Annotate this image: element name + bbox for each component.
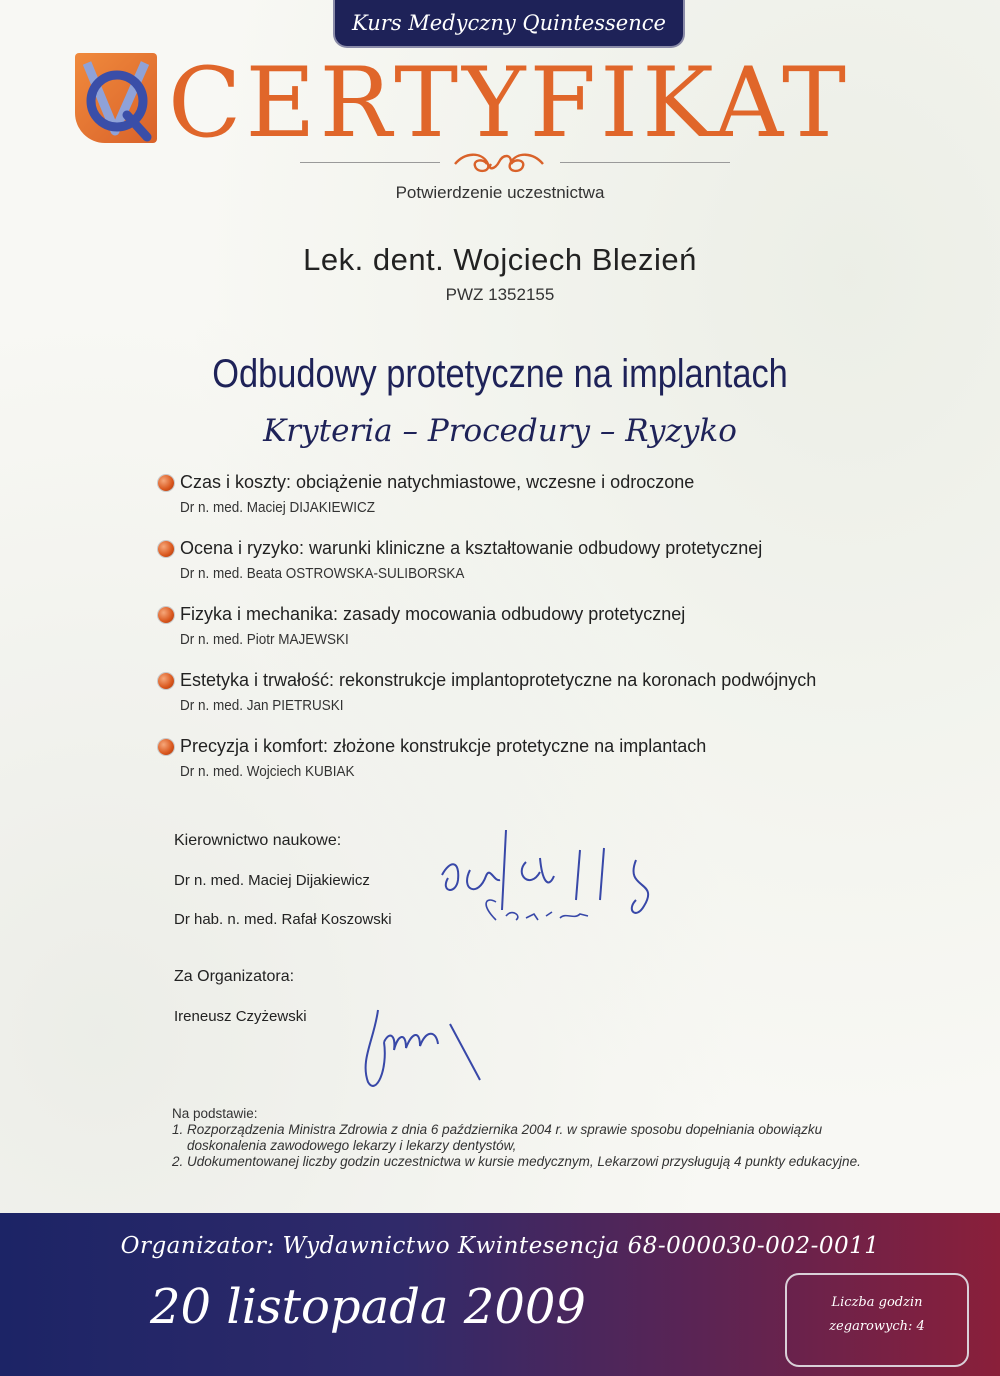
- participant-pwz: PWZ 1352155: [445, 285, 555, 304]
- course-banner: [333, 0, 685, 48]
- hours-line-2: zegarowych: 4: [829, 1319, 925, 1334]
- logo-mark-icon: [75, 53, 157, 143]
- lecture-topic: Fizyka i mechanika: zasady mocowania odbudowy protetycznej: [180, 604, 686, 624]
- course-banner-text: Kurs Medyczny Quintessence: [352, 11, 666, 35]
- bullet-icon: [158, 541, 174, 557]
- confirmation-subtitle: Potwierdzenie uczestnictwa: [395, 183, 605, 202]
- bullet-icon: [158, 673, 174, 689]
- lecture-item: [158, 472, 958, 538]
- lecture-topic: Estetyka i trwałość: rekonstrukcje implantoprotetyczne na koronach podwójnych: [180, 670, 817, 690]
- organizer-line: Organizator: Wydawnictwo Kwintesencja 68-000030-002-0011: [120, 1233, 880, 1259]
- lecture-speaker: Dr n. med. Beata OSTROWSKA-SULIBORSKA: [180, 565, 465, 582]
- legal-basis-item: 2. Udokumentowanej liczby godzin uczestnictwa w kursie medycznym, Lekarzowi przysługują 4 punkty edukacyjne.: [172, 1154, 861, 1169]
- bullet-icon: [158, 739, 174, 755]
- signature-czyzewski-icon: [340, 990, 510, 1100]
- lecture-item: [158, 604, 958, 670]
- certificate-title: CERTYFIKAT: [168, 47, 850, 159]
- participant-name: Lek. dent. Wojciech Blezień: [303, 242, 697, 277]
- legal-basis: [172, 1106, 862, 1170]
- lecture-item: [158, 736, 958, 802]
- course-title: Odbudowy protetyczne na implantach: [212, 352, 788, 396]
- scientific-direction-label: Kierownictwo naukowe:: [174, 832, 342, 849]
- lecture-list: [158, 472, 958, 802]
- scientific-person-2: Dr hab. n. med. Rafał Koszowski: [174, 911, 392, 928]
- organizer-sign-person: Ireneusz Czyżewski: [174, 1008, 307, 1025]
- lecture-item: [158, 670, 958, 736]
- lecture-speaker: Dr n. med. Piotr MAJEWSKI: [180, 631, 349, 648]
- hours-text: [787, 1291, 967, 1339]
- organizer-sign-label: Za Organizatora:: [174, 968, 295, 985]
- lecture-speaker: Dr n. med. Jan PIETRUSKI: [180, 697, 344, 714]
- legal-basis-item: 1. Rozporządzenia Ministra Zdrowia z dnia 6 października 2004 r. w sprawie sposobu dopełniania obowiązku doskonalenia zawodowego lekarzy i lekarzy dentystów,: [172, 1122, 823, 1153]
- scientific-person-1: Dr n. med. Maciej Dijakiewicz: [174, 872, 370, 889]
- lecture-topic: Precyzja i komfort: złożone konstrukcje protetyczne na implantach: [180, 736, 707, 756]
- lecture-item: [158, 538, 958, 604]
- quintessence-logo: [75, 53, 157, 143]
- hours-box: [785, 1273, 969, 1367]
- footer-band: [0, 1213, 1000, 1376]
- course-subtitle: Kryteria – Procedury – Ryzyko: [263, 413, 737, 449]
- bullet-icon: [158, 475, 174, 491]
- signature-dijakiewicz-icon: [430, 820, 670, 940]
- flourish-ornament-icon: [447, 148, 551, 176]
- course-date: 20 listopada 2009: [150, 1279, 586, 1335]
- bullet-icon: [158, 607, 174, 623]
- lecture-speaker: Dr n. med. Wojciech KUBIAK: [180, 763, 355, 780]
- lecture-speaker: Dr n. med. Maciej DIJAKIEWICZ: [180, 499, 376, 516]
- ornament-line-right: [560, 162, 730, 163]
- legal-basis-heading: Na podstawie:: [172, 1106, 258, 1121]
- lecture-topic: Ocena i ryzyko: warunki kliniczne a kształtowanie odbudowy protetycznej: [180, 538, 763, 558]
- lecture-topic: Czas i koszty: obciążenie natychmiastowe, wczesne i odroczone: [180, 472, 695, 492]
- ornament-line-left: [300, 162, 440, 163]
- hours-line-1: Liczba godzin: [831, 1295, 923, 1310]
